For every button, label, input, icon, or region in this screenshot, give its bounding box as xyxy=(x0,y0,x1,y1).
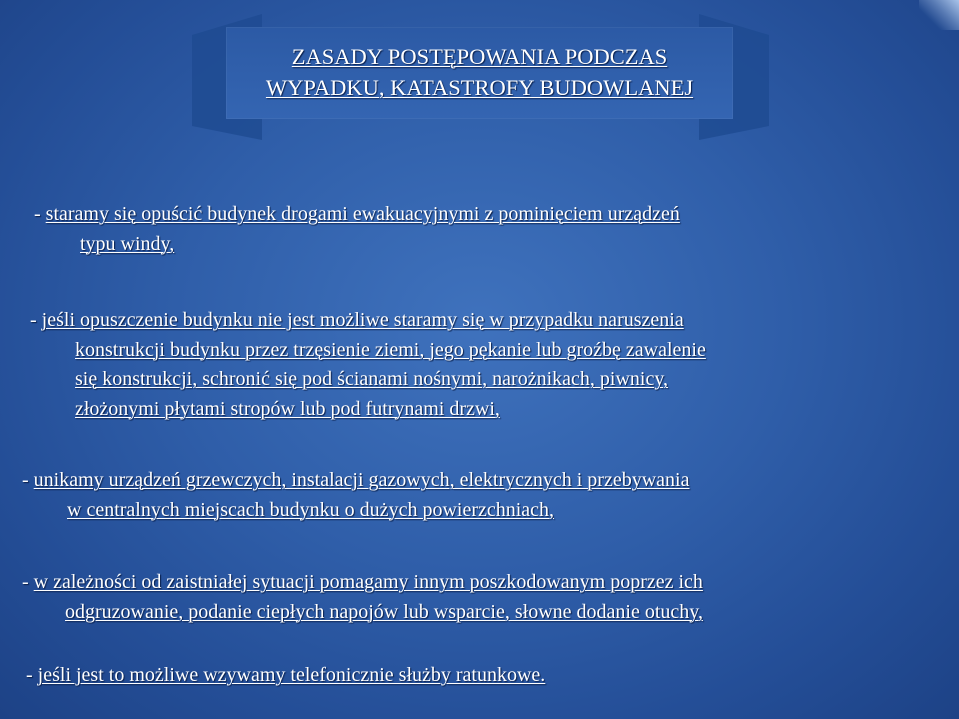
slide-title-line-1: ZASADY POSTĘPOWANIA PODCZAS xyxy=(291,44,668,69)
bullet-avoid-devices-line-1 xyxy=(22,466,689,496)
bullet-shelter xyxy=(30,306,706,424)
bullet-text: odgruzowanie, podanie ciepłych napojów lub wsparcie, słowne dodanie otuchy, xyxy=(65,600,703,623)
title-box xyxy=(226,27,733,119)
bullet-text: staramy się opuścić budynek drogami ewakuacyjnymi z pominięciem urządzeń xyxy=(45,203,680,225)
bullet-dash: - xyxy=(34,203,46,225)
bullet-text: unikamy urządzeń grzewczych, instalacji gazowych, elektrycznych i przebywania xyxy=(33,469,690,491)
bullet-dash: - xyxy=(22,571,34,593)
bullet-help-others-line-1 xyxy=(22,568,703,598)
corner-highlight xyxy=(919,0,959,30)
slide-title-line-2: WYPADKU, KATASTROFY BUDOWLANEJ xyxy=(265,75,694,100)
bullet-dash: - xyxy=(30,309,42,331)
bullet-text: jeśli opuszczenie budynku nie jest możliwe staramy się w przypadku naruszenia xyxy=(41,309,684,331)
bullet-shelter-line-4 xyxy=(30,395,706,425)
bullet-shelter-line-2 xyxy=(30,336,706,366)
bullet-text: w centralnych miejscach budynku o dużych powierzchniach, xyxy=(67,498,555,521)
bullet-shelter-line-1 xyxy=(30,306,706,336)
bullet-dash: - xyxy=(26,664,38,686)
bullet-shelter-line-3 xyxy=(30,365,706,395)
bullet-text: w zależności od zaistniałej sytuacji pomagamy innym poszkodowanym poprzez ich xyxy=(33,571,703,593)
bullet-help-others xyxy=(22,568,703,627)
slide-title xyxy=(226,41,733,103)
bullet-call-services xyxy=(26,661,545,691)
bullet-text: konstrukcji budynku przez trzęsienie ziemi, jego pękanie lub groźbę zawalenie xyxy=(75,338,706,361)
bullet-text: się konstrukcji, schronić się pod ścianami nośnymi, narożnikach, piwnicy, xyxy=(75,368,669,390)
bullet-evacuation-line-1 xyxy=(34,200,680,230)
bullet-text: typu windy, xyxy=(80,232,175,255)
bullet-help-others-line-2 xyxy=(22,598,703,628)
bullet-text: złożonymi płytami stropów lub pod futrynami drzwi, xyxy=(75,397,500,420)
bullet-call-services-line-1 xyxy=(26,661,545,691)
bullet-avoid-devices xyxy=(22,466,689,525)
bullet-evacuation-line-2 xyxy=(34,230,680,260)
bullet-avoid-devices-line-2 xyxy=(22,496,689,526)
bullet-dash: - xyxy=(22,469,34,491)
bullet-text: jeśli jest to możliwe wzywamy telefonicznie służby ratunkowe. xyxy=(37,664,546,686)
bullet-evacuation xyxy=(34,200,680,259)
